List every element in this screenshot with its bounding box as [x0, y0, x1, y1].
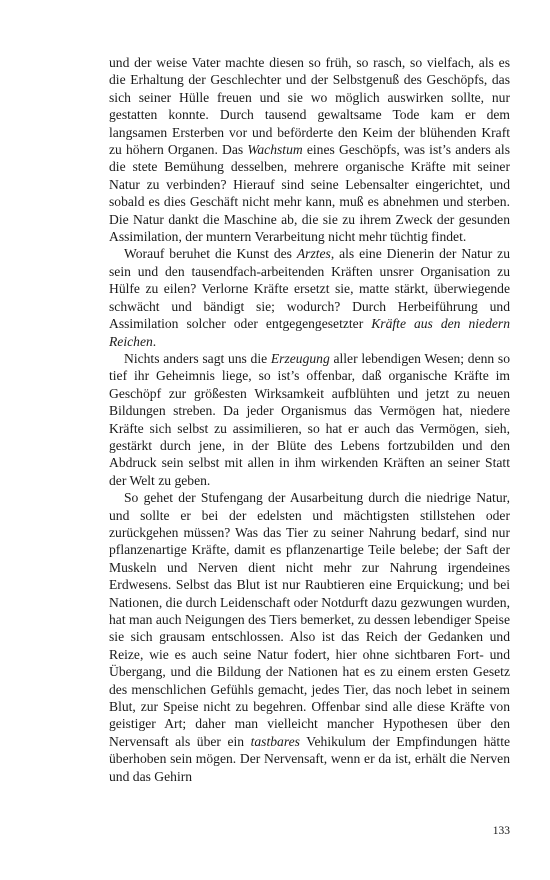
body-paragraph — [109, 489, 510, 785]
italic-term: Wachstum — [247, 142, 303, 158]
body-paragraph — [109, 245, 510, 349]
paragraph-text: aller lebendigen Wesen; denn so tief ihr Geheimnis liege, so ist’s offenbar, daß organische Kräfte im Geschöpf zur größesten Wirksamkeit aufblühten und jetzt zu neuen Bildungen streben. Da jeder Organismus das Vermögen hat, niedere Kräfte sich selbst zu assimilieren, so hat er auch das Vermögen, sieh, gestärkt durch jene, in der Blüte des Lebens fortzubilden und den Abdruck sein selbst mit allen in ihm wirkenden Kräften an seiner Statt der Welt zu geben. — [109, 350, 510, 488]
paragraph-text: und der weise Vater machte diesen so früh, so rasch, so vielfach, als es die Erhaltung der Geschlechter und der Selbstgenuß des Geschöpfs, das sich seiner Hülle freuen und sie wo möglich auswirken sollte, nur gestatten konnte. Durch tausend gewaltsame Tode kam er dem langsamen Ersterben vor und beförderte den Keim der blühenden Kraft zu höhern Organen. Das — [109, 55, 510, 158]
paragraph-text: Nichts anders sagt uns die — [124, 350, 271, 366]
body-paragraph — [109, 350, 510, 489]
body-paragraph — [109, 54, 510, 245]
italic-term: Arztes — [296, 246, 331, 262]
italic-term: Erzeugung — [270, 350, 330, 366]
italic-term: Kräfte aus den niedern Reichen — [109, 316, 510, 349]
page-body — [109, 54, 510, 785]
paragraph-text: So gehet der Stufengang der Ausarbeitung durch die niedrige Natur, und sollte er bei der edelsten und mächtigsten stillstehen oder zurückgehen müssen? Was das Tier zu seiner Nahrung bedarf, sind nur pflanzenartige Kräfte, damit es pflanzenartige Teile belebe; der Saft der Muskeln und Nerven dient nicht mehr zur Nahrung irgendeines Erdwesens. Selbst das Blut ist nur Raubtieren eine Erquickung; und bei Nationen, die durch Leidenschaft oder Notdurft dazu gezwungen wurden, hat man auch Neigungen des Tiers bemerket, zu dessen lebendiger Speise sie sich grausam entschlossen. Also ist das Reich der Gedanken und Reize, wie es auch seine Natur fodert, hier ohne sichtbaren Fort- und Übergang, und die Bildung der Nationen hat es zu einem ersten Gesetz des menschlichen Gefühls gemacht, jedes Tier, das noch lebet in seinem Blut, zur Speise nicht zu begehren. Offenbar sind alle diese Kräfte von geistiger Art; daher man vielleicht mancher Hypothesen über den Nervensaft als über ein — [109, 490, 510, 749]
paragraph-text: eines Geschöpfs, was ist’s anders als die stete Bemühung desselben, mehrere organische Kräfte mit seiner Natur zu verbinden? Hierauf sind seine Lebensalter eingerichtet, und sobald es dies Geschäft nicht mehr kann, muß es abnehmen und sterben. Die Natur dankt die Maschine ab, die sie zu ihrem Zweck der gesunden Assimilation, der muntern Verarbeitung nicht mehr tüchtig findet. — [109, 142, 510, 245]
paragraph-text: Vehikulum der Empfindungen hätte überhoben sein mögen. Der Nervensaft, wenn er da ist, erhält die Nerven und das Gehirn — [109, 733, 511, 784]
paragraph-text: . — [152, 333, 157, 349]
paragraph-text: , als eine Dienerin der Natur zu sein und den tausendfach-arbeitenden Kräften unsrer Organisation zu Hülfe zu eilen? Verlorne Kräfte ersetzt sie, matte stärkt, überwiegende schwächt und bändigt sie; wodurch? Durch Herbeiführung und Assimilation solcher oder entgegengesetzter — [109, 246, 510, 332]
italic-term: tastbares — [250, 733, 300, 749]
page-number: 133 — [492, 825, 510, 837]
paragraph-text: Worauf beruhet die Kunst des — [124, 246, 297, 262]
